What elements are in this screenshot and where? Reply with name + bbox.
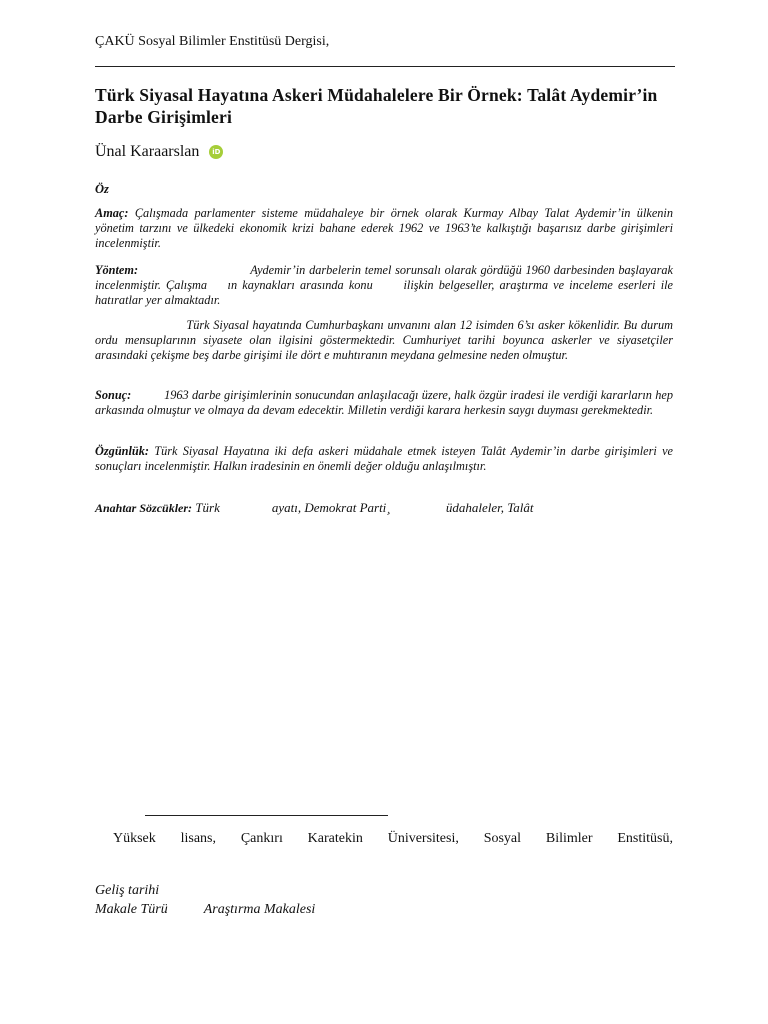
article-title: Türk Siyasal Hayatına Askeri Müdahalelere Bir Örnek: Talât Aydemir’in Darbe Girişimleri bbox=[95, 85, 658, 127]
footnote-divider bbox=[145, 815, 388, 816]
footnote: Yüksek lisans, Çankırı Karatekin Üniversitesi, Sosyal Bilimler Enstitüsü, bbox=[113, 831, 673, 846]
header-divider bbox=[95, 66, 675, 67]
originality-text: Türk Siyasal Hayatına iki defa askeri müdahale etmek isteyen Talât Aydemir’in darbe girişimleri ve sonuçları incelenmiştir. Halkın iradesinin en önemli değer olduğu anlaşılmıştır. bbox=[95, 444, 673, 473]
author-name: Ünal Karaarslan bbox=[95, 143, 200, 160]
orcid-icon[interactable]: iD bbox=[209, 145, 223, 159]
abstract-purpose bbox=[95, 206, 673, 251]
article-type-line bbox=[95, 902, 315, 918]
keywords-line bbox=[95, 500, 675, 516]
article-type-label: Makale Türü bbox=[95, 902, 168, 917]
abstract-originality bbox=[95, 444, 673, 474]
received-date-label: Geliş tarihi bbox=[95, 883, 160, 898]
findings-text: Türk Siyasal hayatında Cumhurbaşkanı unvanını alan 12 isimden 6’sı asker kökenlidir. Bu durum ordu mensuplarının siyasete olan ilgisini göstermektedir. Cumhuriyet tarihi boyunca askerler ve siyasetçiler arasındaki çekişme beş darbe girişimi ile dört e muhtıranın meydana gelmesine neden olmuştur. bbox=[95, 318, 677, 362]
keywords-label: Anahtar Sözcükler: bbox=[95, 501, 193, 515]
journal-header: ÇAKÜ Sosyal Bilimler Enstitüsü Dergisi, bbox=[95, 34, 330, 49]
article-type-value: Araştırma Makalesi bbox=[203, 902, 316, 917]
keywords-text: Türk ayatı, Demokrat Parti¸ üdahaleler, Talât bbox=[192, 500, 534, 515]
abstract-heading: Öz bbox=[95, 182, 109, 196]
purpose-text: Çalışmada parlamenter sisteme müdahaleye bir örnek olarak Kurmay Albay Talat Aydemir’in ülkenin yönetim tarzını ve ülkedeki ekonomik krizi bahane ederek 1962 ve 1963’te kalkıştığı başarısız darbe girişimleri incelenmiştir. bbox=[95, 206, 673, 250]
author-line bbox=[95, 143, 223, 161]
method-text: Aydemir’in darbelerin temel sorunsalı olarak gördüğü 1960 darbesinden başlayarak incelenmiştir. Çalışma ın kaynakları arasında konu ilişkin belgeseller, araştırma ve inceleme eserleri ile hatıratlar yer almaktadır. bbox=[95, 263, 677, 307]
abstract-findings bbox=[95, 318, 677, 363]
originality-label: Özgünlük: bbox=[95, 444, 149, 458]
conclusion-label: Sonuç: bbox=[95, 388, 132, 402]
method-label: Yöntem: bbox=[95, 263, 139, 277]
purpose-label: Amaç: bbox=[95, 206, 129, 220]
abstract-conclusion bbox=[95, 388, 677, 418]
abstract-method bbox=[95, 263, 677, 308]
conclusion-text: 1963 darbe girişimlerinin sonucundan anlaşılacağı üzere, halk özgür iradesi ile verdiği kararların hep arkasında olmuştur ve olmaya da devam edecektir. Milletin verdiği karara herkesin saygı duyması gerekmektedir. bbox=[95, 388, 677, 417]
